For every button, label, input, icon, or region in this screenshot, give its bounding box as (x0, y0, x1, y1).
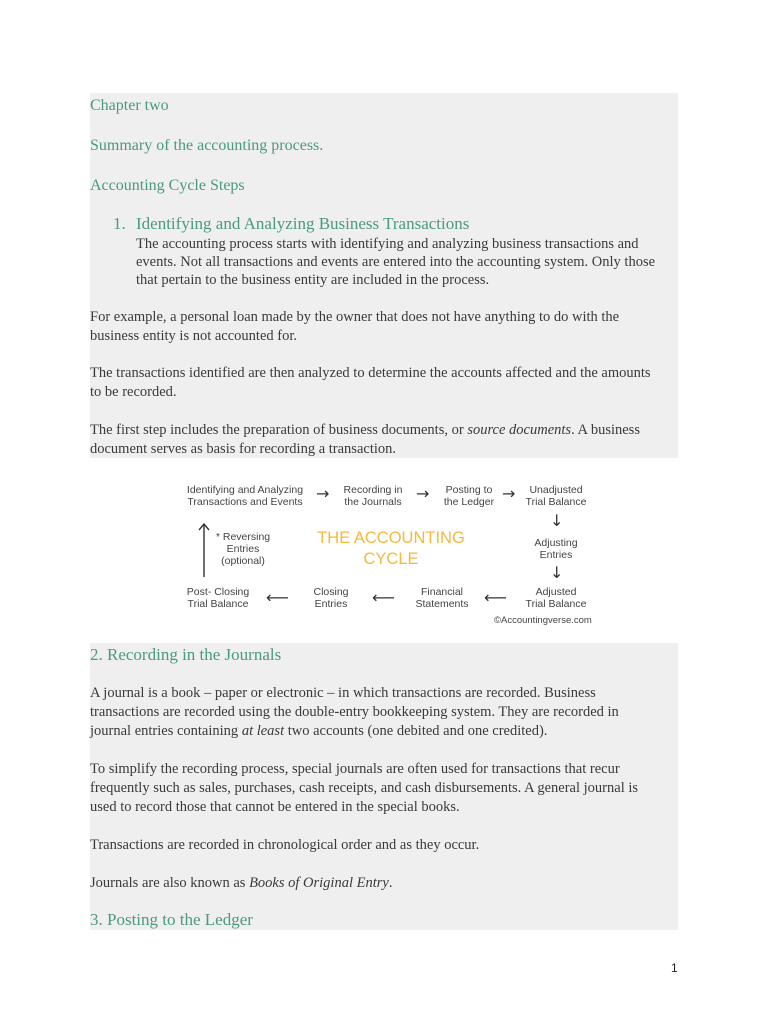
cycle-steps-heading: Accounting Cycle Steps (90, 177, 245, 194)
section2-heading: 2. Recording in the Journals (90, 645, 282, 664)
step-label: the Journals (344, 496, 402, 508)
step-label: Posting to (445, 484, 493, 496)
para-line: To simplify the recording process, special journals are often used for transactions that recur (90, 761, 620, 777)
para-text: two accounts (one debited and one credited). (284, 723, 548, 739)
section1-intro-line: that pertain to the business entity are included in the process. (136, 272, 490, 288)
step-financial (408, 586, 476, 610)
step-label: Unadjusted (529, 484, 583, 496)
step-label: Post- Closing (186, 586, 250, 598)
diagram-title-line: CYCLE (363, 550, 419, 568)
step-post-closing (180, 586, 256, 610)
section1-title: Identifying and Analyzing Business Transactions (136, 214, 470, 233)
step-label: Recording in (343, 484, 403, 496)
step-adjusting (520, 537, 592, 561)
arrow-down-icon: ↓ (550, 563, 564, 582)
step-label: Transactions and Events (187, 496, 303, 508)
arrow-right-icon: → (416, 484, 430, 503)
arrow-up-icon (198, 522, 210, 578)
step-identify (180, 484, 310, 508)
step-label: Financial (420, 586, 464, 598)
para-line: transactions are recorded using the double-entry bookkeeping system. They are recorded in (90, 704, 619, 720)
section3-heading: 3. Posting to the Ledger (90, 910, 253, 929)
para-text: . A business (571, 422, 640, 438)
step-label: Trial Balance (525, 598, 587, 610)
arrow-left-icon: ⟵ (372, 588, 395, 607)
step-label: Statements (415, 598, 469, 610)
para-line: A journal is a book – paper or electronic – in which transactions are recorded. Business (90, 685, 596, 701)
step-label: Entries (539, 549, 573, 561)
para-emphasis: Books of Original Entry (249, 875, 389, 891)
section1-intro-line: The accounting process starts with identifying and analyzing business transactions and (136, 236, 639, 252)
step-label: Adjusting (534, 537, 578, 549)
diagram-copyright: ©Accountingverse.com (494, 615, 592, 626)
step-label: (optional) (221, 555, 265, 567)
para-line: Transactions are recorded in chronological order and as they occur. (90, 837, 480, 853)
para-line: For example, a personal loan made by the owner that does not have anything to do with the (90, 309, 620, 325)
step-label: Trial Balance (187, 598, 249, 610)
para-text: journal entries containing (90, 723, 242, 739)
chapter-heading: Chapter two (90, 97, 169, 114)
para-line: business entity is not accounted for. (90, 328, 297, 344)
step-unadjusted (520, 484, 592, 508)
para-emphasis: at least (241, 723, 285, 739)
step-label: Closing (313, 586, 349, 598)
step-post (436, 484, 502, 508)
accounting-cycle-diagram (180, 476, 600, 636)
arrow-down-icon: ↓ (550, 511, 564, 530)
page-number: 1 (671, 961, 678, 975)
summary-heading: Summary of the accounting process. (90, 137, 324, 154)
step-label: * Reversing (215, 531, 271, 543)
step-record (336, 484, 410, 508)
para-line: frequently such as sales, purchases, cash receipts, and cash disbursements. A general journal is (90, 780, 639, 796)
diagram-title-line: THE ACCOUNTING (317, 529, 465, 547)
section1-heading (113, 214, 678, 234)
arrow-left-icon: ⟵ (484, 588, 507, 607)
section1-number: 1. (113, 214, 126, 233)
para-text: . (388, 875, 393, 891)
diagram-title (306, 528, 476, 570)
step-label: Entries (226, 543, 260, 555)
para-text: Journals are also known as (90, 875, 250, 891)
para-line: used to record those that cannot be entered in the special books. (90, 799, 460, 815)
step-label: the Ledger (443, 496, 495, 508)
step-label: Identifying and Analyzing (186, 484, 304, 496)
step-label: Adjusted (535, 586, 577, 598)
arrow-left-icon: ⟵ (266, 588, 289, 607)
para-line (90, 722, 678, 742)
arrow-right-icon: → (502, 484, 516, 503)
para-line: The transactions identified are then analyzed to determine the accounts affected and the amounts (90, 365, 651, 381)
para-line: to be recorded. (90, 384, 177, 400)
arrow-right-icon: → (316, 484, 330, 503)
step-adjusted-tb (516, 586, 596, 610)
step-reversing (212, 531, 274, 567)
step-closing (306, 586, 356, 610)
step-label: Entries (314, 598, 348, 610)
section1-intro-line: events. Not all transactions and events are entered into the accounting system. Only those (136, 254, 656, 270)
step-label: Trial Balance (525, 496, 587, 508)
para-line (90, 874, 678, 894)
para-emphasis: source documents (467, 422, 572, 438)
para-line: document serves as basis for recording a transaction. (90, 441, 397, 457)
para-text: The first step includes the preparation of business documents, or (90, 422, 468, 438)
para-line (90, 421, 678, 441)
